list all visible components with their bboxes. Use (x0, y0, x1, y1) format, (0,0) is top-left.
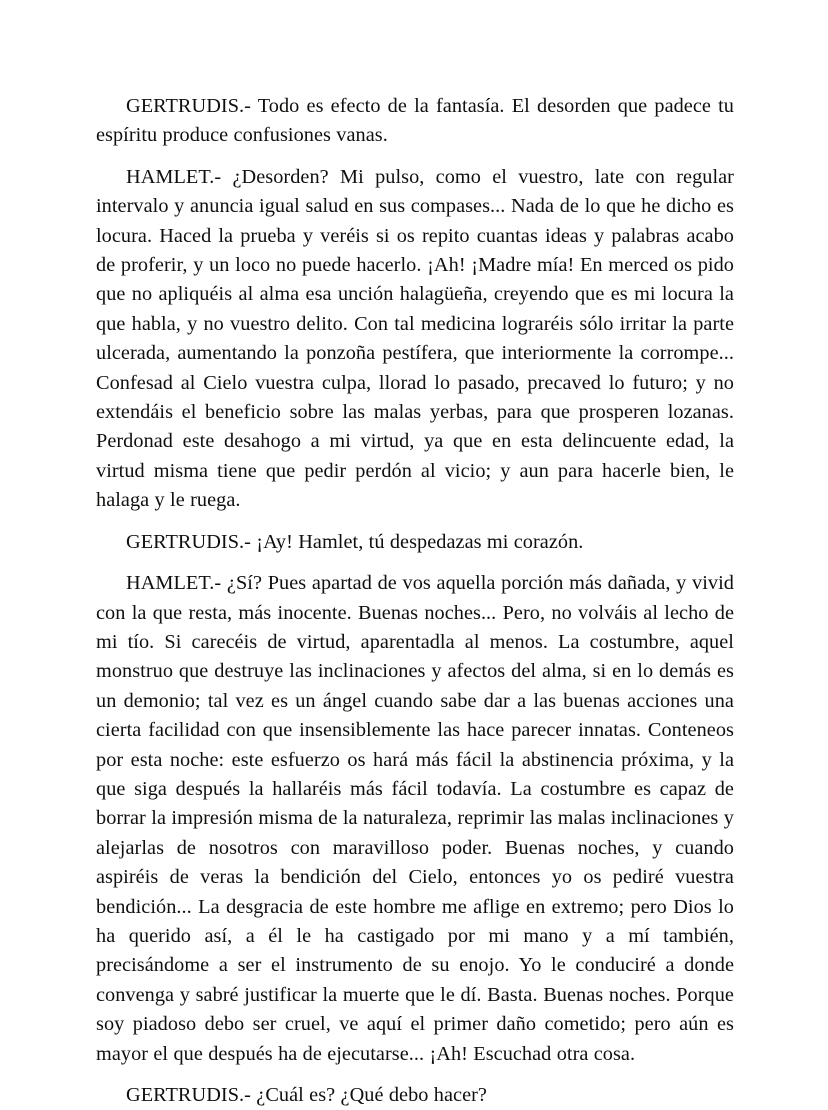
dialogue-paragraph-gertrudis-3: GERTRUDIS.- ¿Cuál es? ¿Qué debo hacer? (126, 1084, 487, 1106)
dialogue-paragraph-hamlet-1: HAMLET.- ¿Desorden? Mi pulso, como el vuestro, late con regular intervalo y anuncia igual salud en sus compases... Nada de lo que he dicho es locura. Haced la prueba y veréis si os repito cuantas ideas y palabras acabo de proferir, y un loco no puede hacerlo. ¡Ah! ¡Madre mía! En merced os pido que no apliquéis al alma esa unción halagüeña, creyendo que es mi locura la que habla, y no vuestro delito. Con tal medicina lograréis sólo irritar la parte ulcerada, aumentando la ponzoña pestífera, que interiormente la corrompe... Confesad al Cielo vuestra culpa, llorad lo pasado, precaved lo futuro; y no extendáis el beneficio sobre las malas yerbas, para que prosperen lozanas. Perdonad este desahogo a mi virtud, ya que en esta delincuente edad, la virtud misma tiene que pedir perdón al vicio; y aun para hacerle bien, le halaga y le ruega. (96, 165, 734, 512)
dialogue-paragraph-gertrudis-2: GERTRUDIS.- ¡Ay! Hamlet, tú despedazas mi corazón. (126, 530, 584, 553)
dialogue-paragraph-hamlet-2: HAMLET.- ¿Sí? Pues apartad de vos aquella porción más dañada, y vivid con la que resta, más inocente. Buenas noches... Pero, no volváis al lecho de mi tío. Si carecéis de virtud, aparentadla al menos. La costumbre, aquel monstruo que destruye las inclinaciones y afectos del alma, si en lo demás es un demonio; tal vez es un ángel cuando sabe dar a las buenas acciones una cierta facilidad con que insensiblemente las hace parecer innatas. Conteneos por esta noche: este esfuerzo os hará más fácil la abstinencia próxima, y la que siga después la hallaréis más fácil todavía. La costumbre es capaz de borrar la impresión misma de la naturaleza, reprimir las malas inclinaciones y alejarlas de nosotros con maravilloso poder. Buenas noches, y cuando aspiréis de veras la bendición del Cielo, entonces yo os pediré vuestra bendición... La desgracia de este hombre me aflige en extremo; pero Dios lo ha querido así, a él le ha castigado por mi mano y a mí también, precisándome a ser el instrumento de su enojo. Yo le conduciré a donde convenga y sabré justificar la muerte que le dí. Basta. Buenas noches. Porque soy piadoso debo ser cruel, ve aquí el primer daño cometido; pero aún es mayor el que después ha de ejecutarse... ¡Ah! Escuchad otra cosa. (96, 572, 734, 1065)
dialogue-paragraph-gertrudis-1: GERTRUDIS.- Todo es efecto de la fantasía. El desorden que padece tu espíritu produce confusiones vanas. (96, 95, 734, 147)
body-text-column (96, 92, 734, 1110)
